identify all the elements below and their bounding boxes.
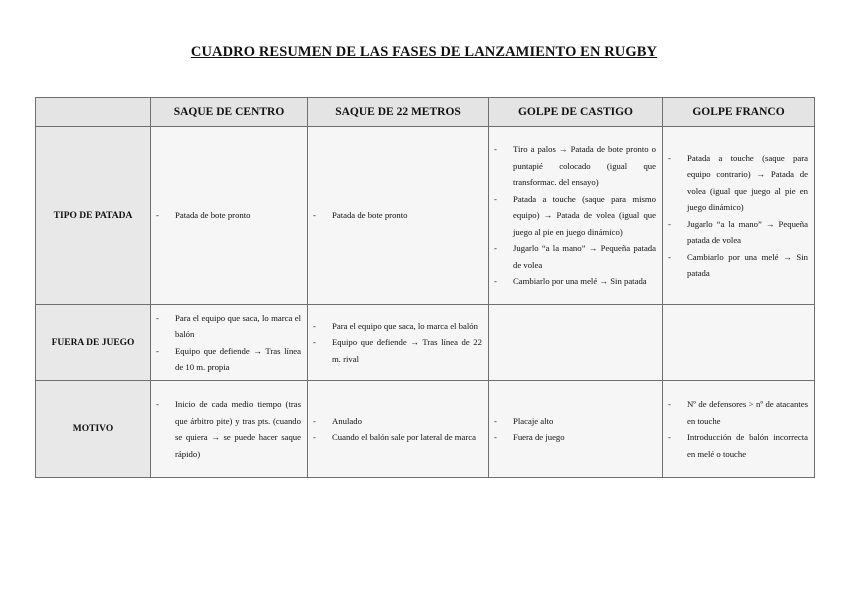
table-cell-empty [489,305,663,381]
summary-table [35,97,815,478]
header-saque-de-centro: SAQUE DE CENTRO [151,98,308,127]
table-cell [308,305,489,381]
header-row [36,98,815,127]
list-item: - Fuera de juego [499,429,656,446]
row-label: MOTIVO [36,381,151,478]
bullet-list [308,203,488,228]
table-row-motivo [36,381,815,478]
list-item: - Anulado [318,413,482,430]
header-golpe-de-castigo: GOLPE DE CASTIGO [489,98,663,127]
list-item: - Patada a touche (saque para mismo equipo) → Patada de volea (igual que juego al pie en juego dinámico) [499,191,656,241]
row-label: FUERA DE JUEGO [36,305,151,381]
bullet-list [489,409,662,450]
bullet-list [151,392,307,466]
list-item: - Patada de bote pronto [161,207,301,224]
list-item: - Equipo que defiende → Tras línea de 10 m. propia [161,343,301,376]
list-item: - Introducción de balón incorrecta en melé o touche [673,429,808,462]
table-row-fuera-de-juego [36,305,815,381]
list-item: - Cambiarlo por una melé → Sin patada [499,273,656,290]
list-item: - Placaje alto [499,413,656,430]
table-cell [151,305,308,381]
table-cell [308,127,489,305]
table-cell [489,127,663,305]
table-row-tipo-de-patada [36,127,815,305]
list-item: - Jugarlo “a la mano” → Pequeña patada de volea [499,240,656,273]
table-cell [663,127,815,305]
bullet-list [308,314,488,372]
table-cell [663,381,815,478]
table-cell [151,381,308,478]
list-item: - Cuando el balón sale por lateral de marca [318,429,482,446]
row-label: TIPO DE PATADA [36,127,151,305]
bullet-list [151,203,307,228]
list-item: - Patada a touche (saque para equipo contrario) → Patada de volea (igual que juego al pie en juego dinámico) [673,150,808,216]
table-cell [308,381,489,478]
list-item: - Patada de bote pronto [318,207,482,224]
bullet-list [663,392,814,466]
header-golpe-franco: GOLPE FRANCO [663,98,815,127]
bullet-list [151,306,307,380]
bullet-list [308,409,488,450]
bullet-list [663,146,814,286]
header-saque-de-22-metros: SAQUE DE 22 METROS [308,98,489,127]
list-item: - Jugarlo “a la mano” → Pequeña patada de volea [673,216,808,249]
list-item: - Equipo que defiende → Tras línea de 22 m. rival [318,334,482,367]
table-cell [489,381,663,478]
list-item: - Para el equipo que saca, lo marca el balón [161,310,301,343]
list-item: - Inicio de cada medio tiempo (tras que árbitro pite) y tras pts. (cuando se quiera → se puede hacer saque rápido) [161,396,301,462]
document-title: CUADRO RESUMEN DE LAS FASES DE LANZAMIENTO EN RUGBY [190,44,658,60]
list-item: - Nº de defensores > nº de atacantes en touche [673,396,808,429]
table-cell-empty [663,305,815,381]
list-item: - Cambiarlo por una melé → Sin patada [673,249,808,282]
bullet-list [489,137,662,294]
table-cell [151,127,308,305]
list-item: - Para el equipo que saca, lo marca el balón [318,318,482,335]
list-item: - Tiro a palos → Patada de bote pronto o puntapié colocado (igual que transformac. del ensayo) [499,141,656,191]
header-cell-corner [36,98,151,127]
